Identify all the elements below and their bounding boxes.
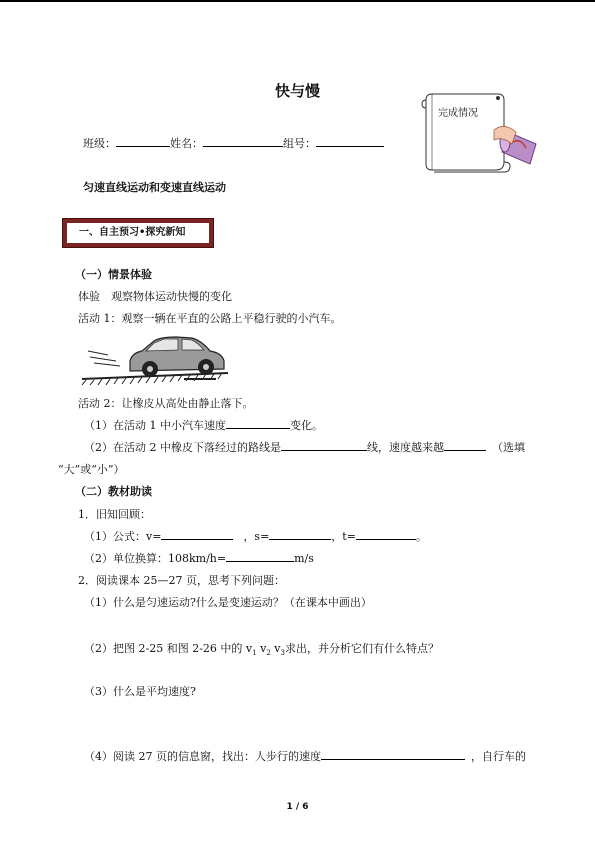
- formula-t-field[interactable]: [356, 528, 416, 540]
- v3-label: v: [270, 642, 281, 655]
- car-speed-field[interactable]: [226, 417, 290, 429]
- formula-s-field[interactable]: [269, 528, 331, 540]
- unit-conversion-field[interactable]: [226, 550, 294, 562]
- page-title: 快与慢: [274, 82, 320, 100]
- question-eraser-mid: 线，速度越来越: [367, 441, 444, 454]
- section-banner-label: 一、自主预习•探究新知: [66, 222, 210, 244]
- class-label: 班级：: [83, 137, 116, 150]
- section-banner: [62, 218, 214, 248]
- class-field[interactable]: [116, 135, 170, 147]
- question-car-speed-text: （1）在活动 1 中小汽车速度: [84, 419, 226, 432]
- review-heading: 1．旧知回顾：: [78, 508, 151, 521]
- activity2-text: 活动 2：让橡皮从高处由静止落下。: [78, 397, 254, 410]
- reading-task: 2．阅读课本 25—27 页，思考下列问题：: [78, 574, 285, 587]
- formula-row: [84, 528, 427, 544]
- question-uniform-motion: （1）什么是匀速运动?什么是变速运动？（在课本中画出）: [84, 596, 372, 609]
- formula-v-field[interactable]: [161, 528, 233, 540]
- group-label: 组号：: [283, 137, 316, 150]
- v2-subscript: 2: [266, 649, 271, 658]
- unit-conversion-text: （2）单位换算：108km/h=: [84, 552, 227, 565]
- formula-end: 。: [415, 530, 427, 543]
- question-eraser-options: “大”或“小”）: [58, 463, 125, 476]
- v3-subscript: 3: [280, 649, 285, 658]
- figure-speeds-end: 求出，并分析它们有什么特点？: [284, 642, 439, 655]
- part1-heading: （一）情景体验: [75, 268, 152, 281]
- question-car-speed-end: 变化。: [290, 419, 323, 432]
- unit-conversion-unit: m/s: [294, 552, 314, 565]
- question-car-speed: [84, 417, 323, 433]
- info-window-end: ，自行车的: [471, 750, 526, 763]
- name-label: 姓名：: [170, 137, 203, 150]
- v2-label: v: [256, 642, 267, 655]
- speed-trend-field[interactable]: [444, 439, 486, 451]
- part2-heading: （二）教材助读: [75, 485, 152, 498]
- question-average-speed: （3）什么是平均速度?: [84, 685, 196, 698]
- question-eraser-text: （2）在活动 2 中橡皮下落经过的路线是: [84, 441, 281, 454]
- motion-lines: [88, 351, 120, 366]
- student-info-row: [83, 135, 384, 151]
- top-border: [0, 0, 595, 2]
- formula-t-label: ，t=: [331, 530, 356, 543]
- formula-s-label: ，s=: [243, 530, 270, 543]
- car-illustration: [80, 333, 230, 385]
- formula-v-label: （1）公式：v=: [84, 530, 162, 543]
- question-eraser-end: （选填: [492, 441, 525, 454]
- question-figure-speeds: [84, 640, 439, 657]
- completion-label: 完成情况: [438, 108, 478, 119]
- v1-subscript: 1: [252, 649, 257, 658]
- name-field[interactable]: [203, 135, 283, 147]
- group-field[interactable]: [316, 135, 384, 147]
- lesson-subtitle: 匀速直线运动和变速直线运动: [83, 181, 226, 194]
- question-info-window: [84, 748, 526, 764]
- unit-conversion-row: [84, 550, 314, 566]
- info-window-text: （4）阅读 27 页的信息窗，找出：人步行的速度: [84, 750, 321, 763]
- experience-text: 体验 观察物体运动快慢的变化: [78, 290, 232, 303]
- figure-speeds-text: （2）把图 2-25 和图 2-26 中的 v: [84, 642, 253, 655]
- question-eraser-fall: [84, 439, 525, 455]
- walking-speed-field[interactable]: [321, 748, 465, 760]
- activity1-text: 活动 1：观察一辆在平直的公路上平稳行驶的小汽车。: [78, 312, 342, 325]
- page-number: 1 / 6: [286, 802, 309, 812]
- path-type-field[interactable]: [281, 439, 367, 451]
